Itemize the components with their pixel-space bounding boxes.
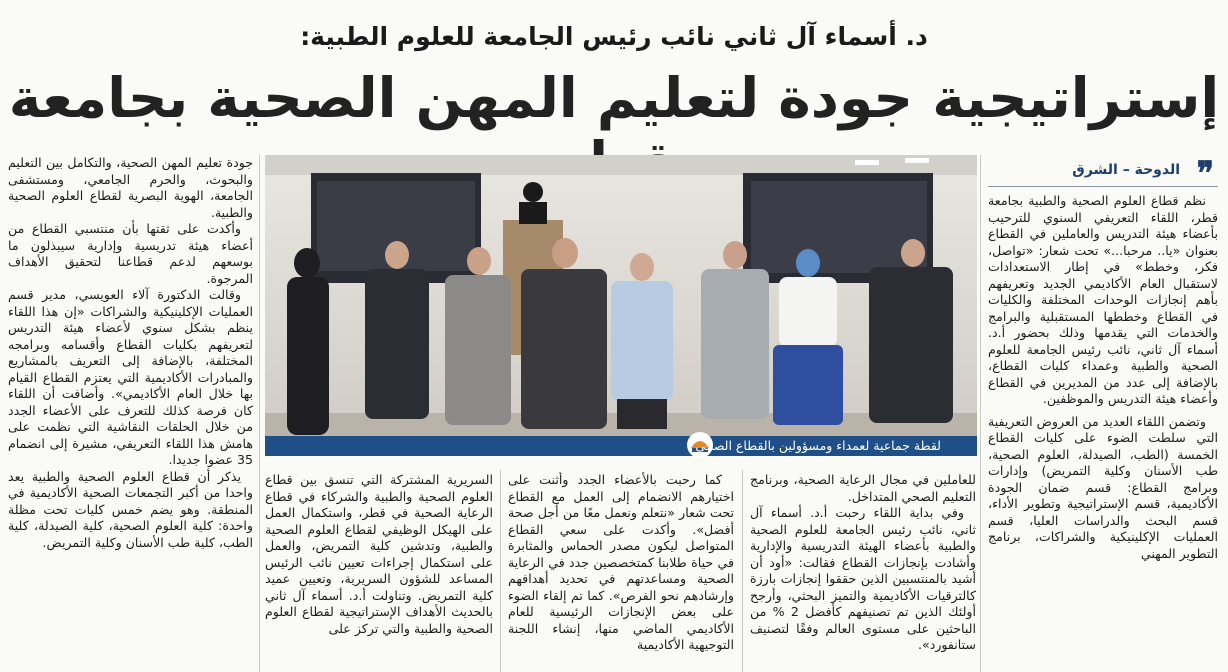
- subheadline: د. أسماء آل ثاني نائب رئيس الجامعة للعلوم الطبية:: [300, 22, 928, 51]
- paragraph: السريرية المشتركة التي تنسق بين قطاع العلوم الصحية والطبية والشركاء في قطاع الرعاية الصحية في قطر، واستكمال العمل على الهيكل الوظيفي لقطاع العلوم الصحية والطبية، وتدشين كلية التمريض، والعمل على استكمال إجراءات تعيين نائب الرئيس المساعد للشؤون السريرية، وتعيين عميد كلية التمريض. وتناولت أ.د. أسماء آل ثاني بالحديث الأهداف الإستراتيجية لقطاع العلوم الصحية والطبية والتي تركز على: [265, 472, 493, 636]
- article-column-mid-2: [508, 472, 734, 672]
- paragraph: وفي بداية اللقاء رحبت أ.د. أسماء آل ثاني، نائب رئيس الجامعة للعلوم الصحية والطبية بأعضاء الهيئة التدريسية والإدارية وأشادت بإنجازات القطاع فقالت: «أود أن أشيد بالمنتسبين الذين حققوا إنجازات بارزة كالترقيات الأكاديمية والتميز البحثي، وأرجح أولئك الذين تم تصنيفهم كأفضل 2 % من الباحثين على مستوى العالم وفقًا لتصنيف ستانفورد».: [750, 505, 976, 652]
- article-column-right: [988, 193, 1218, 672]
- column-divider: [742, 470, 743, 672]
- photo-caption: لقطة جماعية لعمداء ومسؤولين بالقطاع الصحي: [695, 438, 941, 453]
- paragraph: جودة تعليم المهن الصحية، والتكامل بين التعليم والبحوث، والحرم الجامعي، ومستشفى الجامعة، الهوية البصرية لقطاع العلوم الصحية والطبية.: [8, 155, 253, 220]
- photo-caption-bar: [265, 436, 977, 456]
- column-divider: [500, 470, 501, 672]
- byline-rule: [988, 186, 1218, 187]
- paragraph: للعاملين في مجال الرعاية الصحية، وبرنامج التعليم الصحي المتداخل.: [750, 472, 976, 504]
- paragraph: وتضمن اللقاء العديد من العروض التعريفية التي سلطت الضوء على كليات القطاع الخمسة (الطب، الصيدلة، العلوم الصحية، طب الأسنان وكلية التمريض) وإدارات وبرامج القطاع: قسم ضمان الجودة الأكاديمية، قسم الإستراتيجية وتطوير الأداء، قسم البحث والدراسات العليا، قسم العمليات الإكلينيكية والشراكات، برنامج التطوير المهني: [988, 413, 1218, 561]
- quote-icon: ❞: [1196, 154, 1214, 192]
- article-column-mid-3: [265, 472, 493, 672]
- article-column-mid-1: [750, 472, 976, 672]
- paragraph: نظم قطاع العلوم الصحية والطبية بجامعة قطر، اللقاء التعريفي السنوي للترحيب بأعضاء هيئة التدريس والعاملين في القطاع بعنوان «يا.. مرحبا...» تحت شعار: «تواصل، فكر، وخطط» في إطار الاستعدادات لاستقبال العام الأكاديمي الجديد وتعريفهم بأهم إنجازات الوحدات المختلفة والكليات في القطاع وخططها المستقبلية والبرامج والخدمات التي يقدمها وذلك بحضور أ.د. أسماء آل ثاني، نائب رئيس الجامعة للعلوم الصحية والطبية وعمداء كليات القطاع، بالإضافة إلى عدد من المديرين في القطاع وأعضاء هيئة التدريس والموظفين.: [988, 193, 1218, 406]
- paragraph: يذكر أن قطاع العلوم الصحية والطبية يعد واحدا من أكبر التجمعات الصحية الأكاديمية في المنطقة. وهو يضم خمس كليات تحت مظلة واحدة: كلية العلوم الصحية، كلية الصيدلة، كلية الطب، كلية طب الأسنان وكلية التمريض.: [8, 468, 253, 550]
- column-divider: [980, 155, 981, 672]
- byline: [988, 156, 1218, 190]
- paragraph: وأكدت على ثقتها بأن منتسبي القطاع من أعضاء هيئة تدريسية وإدارية سيبذلون ما بوسعهم لدعم قطاعنا لتحقيق الأهداف المرجوة.: [8, 221, 253, 286]
- group-photo-image: [265, 155, 977, 455]
- article-column-left: [8, 155, 253, 672]
- group-photo: [265, 155, 977, 455]
- byline-text: الدوحة – الشرق: [1072, 162, 1180, 178]
- paragraph: كما رحبت بالأعضاء الجدد وأثنت على اختيارهم الانضمام إلى العمل مع القطاع تحت شعار «نتعلم ونعمل معًا من أجل صحة أفضل». وأكدت على سعي القطاع المتواصل ليكون مصدر الحماس والمثابرة في حياة طلابنا كمتخصصين جدد في الرعاية الصحية ومساعدتهم في تحديد أهدافهم وإرشادهم نحو الفرص». كما تم إلقاء الضوء على بعض الإنجازات الرئيسية للعام الأكاديمي الماضي منها، إنشاء اللجنة التوجيهية الأكاديمية: [508, 472, 734, 652]
- paragraph: وقالت الدكتورة آلاء العويسي، مدير قسم العمليات الإكلينيكية والشراكات «إن هذا اللقاء ينظم بشكل سنوي لأعضاء هيئة التدريس لتعريفهم بكليات القطاع وأقسامه وبرامجه المختلفة، بالإضافة إلى التعريف بالمشاريع والمبادرات الأكاديمية التي يعتزم القطاع القيام بها خلال العام الأكاديمي». وأضافت أن اللقاء كان فرصة كذلك للتعرف على الأعضاء الجدد من خلال الحلقات النقاشية التي نظمت على هامش هذا اللقاء التعريفي، مشيرة إلى انضمام 35 عضوا جديدا.: [8, 287, 253, 467]
- headline: إستراتيجية جودة لتعليم المهن الصحية بجامعة: [8, 66, 1220, 130]
- column-divider: [259, 155, 260, 672]
